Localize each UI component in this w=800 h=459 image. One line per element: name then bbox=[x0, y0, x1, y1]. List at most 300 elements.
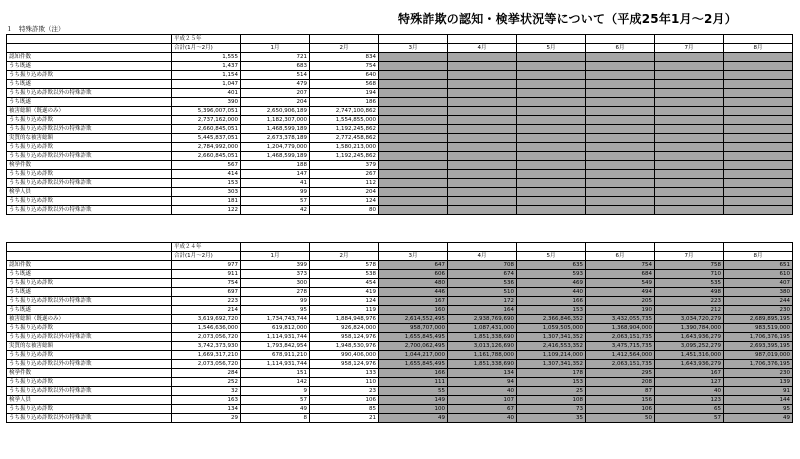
month-cell: 188 bbox=[241, 161, 310, 170]
month-cell: 651 bbox=[724, 261, 793, 270]
total-cell: 153 bbox=[172, 179, 241, 188]
month-cell bbox=[517, 62, 586, 71]
month-cell bbox=[655, 125, 724, 134]
month-cell: 3,475,715,735 bbox=[586, 342, 655, 351]
page-title: 特殊詐欺の認知・検挙状況等について（平成25年1月～2月） bbox=[398, 12, 737, 26]
month-cell: 85 bbox=[310, 405, 379, 414]
month-cell bbox=[724, 80, 793, 89]
month-cell: 983,519,000 bbox=[724, 324, 793, 333]
month-header: 6月 bbox=[586, 252, 655, 261]
month-cell: 9 bbox=[241, 387, 310, 396]
table-row bbox=[7, 161, 793, 170]
total-header: 合計(1月～2月) bbox=[172, 252, 241, 261]
month-cell: 8 bbox=[241, 414, 310, 423]
month-cell: 1,114,931,744 bbox=[241, 333, 310, 342]
month-cell: 1,192,245,862 bbox=[310, 125, 379, 134]
row-label bbox=[7, 206, 172, 215]
row-label-text: 被害総額（既遂のみ） bbox=[9, 316, 65, 322]
month-cell: 35 bbox=[517, 414, 586, 423]
month-cell: 172 bbox=[448, 297, 517, 306]
total-cell: 5,396,007,051 bbox=[172, 107, 241, 116]
month-cell: 49 bbox=[724, 414, 793, 423]
row-label-text: うち振り込め詐欺 bbox=[9, 72, 54, 78]
month-cell: 194 bbox=[310, 89, 379, 98]
month-cell bbox=[655, 53, 724, 62]
month-cell: 619,812,000 bbox=[241, 324, 310, 333]
row-label bbox=[7, 143, 172, 152]
row-label bbox=[7, 297, 172, 306]
total-cell: 163 bbox=[172, 396, 241, 405]
month-cell bbox=[724, 197, 793, 206]
month-cell: 610 bbox=[724, 270, 793, 279]
month-cell bbox=[517, 98, 586, 107]
month-cell: 1,655,845,495 bbox=[379, 333, 448, 342]
row-label bbox=[7, 315, 172, 324]
row-label-text: うち振り込め詐欺以外の特殊詐欺 bbox=[9, 180, 92, 186]
total-cell: 2,737,162,000 bbox=[172, 116, 241, 125]
row-label-text: 被害総額（既遂のみ） bbox=[9, 108, 65, 114]
month-cell bbox=[448, 143, 517, 152]
month-cell: 208 bbox=[586, 378, 655, 387]
table-row bbox=[7, 89, 793, 98]
month-cell: 127 bbox=[655, 378, 724, 387]
month-cell: 754 bbox=[586, 261, 655, 270]
month-cell bbox=[448, 161, 517, 170]
header-row-year bbox=[7, 35, 793, 44]
month-header: 8月 bbox=[724, 252, 793, 261]
month-cell bbox=[448, 125, 517, 134]
total-cell: 697 bbox=[172, 288, 241, 297]
month-cell: 721 bbox=[241, 53, 310, 62]
month-cell: 73 bbox=[517, 405, 586, 414]
row-label bbox=[7, 333, 172, 342]
month-cell bbox=[655, 116, 724, 125]
month-cell: 133 bbox=[310, 369, 379, 378]
month-cell: 42 bbox=[241, 206, 310, 215]
month-cell: 110 bbox=[310, 378, 379, 387]
month-cell: 958,124,976 bbox=[310, 360, 379, 369]
month-header: 7月 bbox=[655, 44, 724, 53]
month-cell: 50 bbox=[586, 414, 655, 423]
month-cell: 593 bbox=[517, 270, 586, 279]
month-cell bbox=[655, 161, 724, 170]
total-cell: 1,437 bbox=[172, 62, 241, 71]
month-cell: 2,700,062,495 bbox=[379, 342, 448, 351]
month-cell: 549 bbox=[586, 279, 655, 288]
row-label bbox=[7, 134, 172, 143]
month-cell bbox=[724, 179, 793, 188]
row-label-text: うち振り込め詐欺 bbox=[9, 352, 54, 358]
table-row bbox=[7, 297, 793, 306]
month-cell: 1,554,855,000 bbox=[310, 116, 379, 125]
month-cell: 3,432,055,735 bbox=[586, 315, 655, 324]
header-row-year bbox=[7, 243, 793, 252]
total-cell: 29 bbox=[172, 414, 241, 423]
month-cell bbox=[724, 107, 793, 116]
table-row bbox=[7, 134, 793, 143]
month-cell bbox=[379, 197, 448, 206]
month-cell bbox=[655, 62, 724, 71]
row-label-text: うち既遂 bbox=[9, 289, 32, 295]
month-cell: 2,614,552,495 bbox=[379, 315, 448, 324]
row-label bbox=[7, 71, 172, 80]
month-cell bbox=[724, 152, 793, 161]
month-header: 2月 bbox=[310, 44, 379, 53]
month-cell: 2,938,769,690 bbox=[448, 315, 517, 324]
month-cell: 535 bbox=[655, 279, 724, 288]
month-cell: 987,019,000 bbox=[724, 351, 793, 360]
month-cell: 958,707,000 bbox=[379, 324, 448, 333]
month-cell bbox=[586, 98, 655, 107]
total-cell: 2,660,845,051 bbox=[172, 125, 241, 134]
month-cell: 123 bbox=[655, 396, 724, 405]
month-cell bbox=[379, 143, 448, 152]
month-cell: 2,772,458,862 bbox=[310, 134, 379, 143]
month-cell: 151 bbox=[241, 369, 310, 378]
month-header: 7月 bbox=[655, 252, 724, 261]
month-cell bbox=[448, 188, 517, 197]
month-cell: 2,650,906,189 bbox=[241, 107, 310, 116]
month-cell: 134 bbox=[448, 369, 517, 378]
row-label bbox=[7, 261, 172, 270]
row-label bbox=[7, 98, 172, 107]
row-label bbox=[7, 152, 172, 161]
month-cell bbox=[379, 161, 448, 170]
month-cell bbox=[517, 170, 586, 179]
table-row bbox=[7, 179, 793, 188]
month-cell bbox=[448, 170, 517, 179]
month-cell: 212 bbox=[655, 306, 724, 315]
row-label bbox=[7, 179, 172, 188]
month-cell bbox=[517, 179, 586, 188]
total-cell: 754 bbox=[172, 279, 241, 288]
row-label bbox=[7, 306, 172, 315]
table-row bbox=[7, 360, 793, 369]
row-label-text: 検挙件数 bbox=[9, 370, 32, 376]
month-cell: 95 bbox=[724, 405, 793, 414]
month-cell bbox=[655, 134, 724, 143]
month-cell bbox=[517, 53, 586, 62]
total-cell: 401 bbox=[172, 89, 241, 98]
month-cell: 1,948,530,976 bbox=[310, 342, 379, 351]
month-header: 3月 bbox=[379, 252, 448, 261]
row-label bbox=[7, 270, 172, 279]
month-cell: 207 bbox=[241, 89, 310, 98]
month-cell: 538 bbox=[310, 270, 379, 279]
month-cell: 3,095,252,279 bbox=[655, 342, 724, 351]
total-cell: 911 bbox=[172, 270, 241, 279]
month-cell: 1,643,936,279 bbox=[655, 333, 724, 342]
row-label-text: 認知件数 bbox=[9, 54, 32, 60]
stats-table-h25 bbox=[6, 34, 793, 215]
month-cell bbox=[724, 98, 793, 107]
month-cell bbox=[655, 71, 724, 80]
month-cell: 758 bbox=[655, 261, 724, 270]
month-cell bbox=[448, 179, 517, 188]
month-cell: 153 bbox=[517, 378, 586, 387]
row-label bbox=[7, 62, 172, 71]
month-cell: 2,747,100,862 bbox=[310, 107, 379, 116]
month-cell bbox=[517, 161, 586, 170]
month-header: 5月 bbox=[517, 252, 586, 261]
month-cell: 3,034,720,279 bbox=[655, 315, 724, 324]
month-cell: 153 bbox=[517, 306, 586, 315]
table-row bbox=[7, 342, 793, 351]
row-label-text: うち振り込め詐欺以外の特殊詐欺 bbox=[9, 207, 92, 213]
total-cell: 414 bbox=[172, 170, 241, 179]
table-row bbox=[7, 288, 793, 297]
month-cell: 834 bbox=[310, 53, 379, 62]
month-cell: 106 bbox=[310, 396, 379, 405]
month-cell: 40 bbox=[448, 414, 517, 423]
month-cell: 684 bbox=[586, 270, 655, 279]
table-row bbox=[7, 143, 793, 152]
month-cell bbox=[586, 179, 655, 188]
month-cell bbox=[517, 116, 586, 125]
month-cell: 223 bbox=[655, 297, 724, 306]
month-cell bbox=[379, 134, 448, 143]
month-cell bbox=[448, 98, 517, 107]
total-cell: 214 bbox=[172, 306, 241, 315]
month-cell: 166 bbox=[517, 297, 586, 306]
month-cell: 244 bbox=[724, 297, 793, 306]
month-cell bbox=[379, 80, 448, 89]
month-cell bbox=[586, 62, 655, 71]
month-header: 4月 bbox=[448, 44, 517, 53]
month-cell: 124 bbox=[310, 297, 379, 306]
month-cell bbox=[517, 89, 586, 98]
month-header: 1月 bbox=[241, 252, 310, 261]
month-cell bbox=[448, 197, 517, 206]
month-cell: 674 bbox=[448, 270, 517, 279]
month-cell: 494 bbox=[586, 288, 655, 297]
month-cell: 640 bbox=[310, 71, 379, 80]
month-cell: 514 bbox=[241, 71, 310, 80]
month-cell bbox=[586, 134, 655, 143]
month-cell: 1,851,338,690 bbox=[448, 360, 517, 369]
total-cell: 2,784,992,000 bbox=[172, 143, 241, 152]
month-cell: 407 bbox=[724, 279, 793, 288]
month-cell bbox=[448, 62, 517, 71]
table-row bbox=[7, 306, 793, 315]
month-cell: 94 bbox=[448, 378, 517, 387]
total-header: 合計(1月～2月) bbox=[172, 44, 241, 53]
month-cell: 1,706,376,195 bbox=[724, 360, 793, 369]
month-cell: 167 bbox=[379, 297, 448, 306]
month-cell: 498 bbox=[655, 288, 724, 297]
month-cell bbox=[724, 89, 793, 98]
month-cell: 99 bbox=[241, 188, 310, 197]
total-cell: 134 bbox=[172, 405, 241, 414]
total-cell: 223 bbox=[172, 297, 241, 306]
row-label-text: 実質的な被害総額 bbox=[9, 343, 54, 349]
total-cell: 181 bbox=[172, 197, 241, 206]
month-cell: 41 bbox=[241, 179, 310, 188]
table-row bbox=[7, 279, 793, 288]
month-cell: 295 bbox=[586, 369, 655, 378]
row-label-text: うち振り込め詐欺 bbox=[9, 280, 54, 286]
month-cell: 1,851,338,690 bbox=[448, 333, 517, 342]
row-label-text: うち既遂 bbox=[9, 63, 32, 69]
month-cell: 708 bbox=[448, 261, 517, 270]
row-label bbox=[7, 188, 172, 197]
month-cell bbox=[586, 170, 655, 179]
month-cell bbox=[379, 188, 448, 197]
total-cell: 2,073,056,720 bbox=[172, 333, 241, 342]
month-header: 5月 bbox=[517, 44, 586, 53]
month-cell bbox=[586, 188, 655, 197]
month-cell bbox=[448, 53, 517, 62]
row-label bbox=[7, 405, 172, 414]
table-row bbox=[7, 378, 793, 387]
month-cell bbox=[655, 143, 724, 152]
month-cell: 160 bbox=[379, 306, 448, 315]
month-cell: 510 bbox=[448, 288, 517, 297]
month-cell: 2,063,151,735 bbox=[586, 333, 655, 342]
month-cell bbox=[724, 188, 793, 197]
row-label bbox=[7, 351, 172, 360]
month-header: 8月 bbox=[724, 44, 793, 53]
month-cell: 683 bbox=[241, 62, 310, 71]
table-row bbox=[7, 369, 793, 378]
month-cell bbox=[517, 206, 586, 215]
month-cell: 25 bbox=[517, 387, 586, 396]
table-row bbox=[7, 53, 793, 62]
month-cell bbox=[724, 71, 793, 80]
row-label-text: うち振り込め詐欺 bbox=[9, 171, 54, 177]
table-row bbox=[7, 80, 793, 89]
month-cell bbox=[517, 197, 586, 206]
row-label-text: うち振り込め詐欺 bbox=[9, 379, 54, 385]
row-label bbox=[7, 197, 172, 206]
month-header: 6月 bbox=[586, 44, 655, 53]
month-cell bbox=[448, 71, 517, 80]
month-cell bbox=[586, 197, 655, 206]
month-cell bbox=[586, 89, 655, 98]
month-cell: 635 bbox=[517, 261, 586, 270]
row-label-text: 実質的な被害総額 bbox=[9, 135, 54, 141]
row-label-text: うち振り込め詐欺 bbox=[9, 144, 54, 150]
month-cell bbox=[586, 107, 655, 116]
month-cell: 1,059,505,000 bbox=[517, 324, 586, 333]
month-cell: 2,366,846,352 bbox=[517, 315, 586, 324]
month-cell: 40 bbox=[655, 387, 724, 396]
month-cell: 91 bbox=[724, 387, 793, 396]
table-row bbox=[7, 396, 793, 405]
row-label bbox=[7, 360, 172, 369]
month-cell: 1,793,842,954 bbox=[241, 342, 310, 351]
table-row bbox=[7, 116, 793, 125]
month-header: 2月 bbox=[310, 252, 379, 261]
row-label-text: うち振り込め詐欺以外の特殊詐欺 bbox=[9, 334, 92, 340]
month-cell: 205 bbox=[586, 297, 655, 306]
month-cell: 1,044,217,000 bbox=[379, 351, 448, 360]
month-cell bbox=[448, 116, 517, 125]
month-cell: 112 bbox=[310, 179, 379, 188]
row-label bbox=[7, 161, 172, 170]
month-cell bbox=[655, 188, 724, 197]
row-label bbox=[7, 107, 172, 116]
month-cell bbox=[379, 125, 448, 134]
month-cell: 100 bbox=[379, 405, 448, 414]
month-cell: 57 bbox=[655, 414, 724, 423]
total-cell: 1,546,636,000 bbox=[172, 324, 241, 333]
month-cell: 606 bbox=[379, 270, 448, 279]
month-cell: 111 bbox=[379, 378, 448, 387]
month-cell bbox=[379, 62, 448, 71]
month-cell: 380 bbox=[724, 288, 793, 297]
year-label: 平成２４年 bbox=[172, 243, 241, 252]
month-cell: 67 bbox=[448, 405, 517, 414]
month-cell: 568 bbox=[310, 80, 379, 89]
total-cell: 252 bbox=[172, 378, 241, 387]
month-cell bbox=[586, 116, 655, 125]
month-cell: 1,161,788,000 bbox=[448, 351, 517, 360]
table-row bbox=[7, 125, 793, 134]
month-cell: 2,416,553,352 bbox=[517, 342, 586, 351]
month-cell: 164 bbox=[448, 306, 517, 315]
month-cell bbox=[724, 170, 793, 179]
month-header: 1月 bbox=[241, 44, 310, 53]
row-label bbox=[7, 170, 172, 179]
month-cell bbox=[655, 206, 724, 215]
month-cell: 23 bbox=[310, 387, 379, 396]
total-cell: 1,669,317,210 bbox=[172, 351, 241, 360]
month-cell: 1,884,948,976 bbox=[310, 315, 379, 324]
month-cell: 440 bbox=[517, 288, 586, 297]
month-cell bbox=[448, 206, 517, 215]
total-cell: 284 bbox=[172, 369, 241, 378]
table-row bbox=[7, 351, 793, 360]
row-label-text: うち振り込め詐欺以外の特殊詐欺 bbox=[9, 388, 92, 394]
month-cell: 926,824,000 bbox=[310, 324, 379, 333]
month-cell: 536 bbox=[448, 279, 517, 288]
month-cell: 1,643,936,279 bbox=[655, 360, 724, 369]
month-cell: 267 bbox=[310, 170, 379, 179]
total-cell: 3,619,692,720 bbox=[172, 315, 241, 324]
month-cell bbox=[517, 71, 586, 80]
month-cell: 204 bbox=[310, 188, 379, 197]
total-cell: 567 bbox=[172, 161, 241, 170]
row-label-text: うち振り込め詐欺 bbox=[9, 198, 54, 204]
table-row bbox=[7, 414, 793, 423]
table-row bbox=[7, 188, 793, 197]
month-cell: 87 bbox=[586, 387, 655, 396]
month-cell bbox=[517, 134, 586, 143]
month-cell bbox=[448, 107, 517, 116]
total-cell: 977 bbox=[172, 261, 241, 270]
total-cell: 2,073,056,720 bbox=[172, 360, 241, 369]
month-cell: 2,693,395,195 bbox=[724, 342, 793, 351]
month-cell bbox=[586, 125, 655, 134]
total-cell: 1,154 bbox=[172, 71, 241, 80]
month-cell bbox=[586, 152, 655, 161]
month-cell: 469 bbox=[517, 279, 586, 288]
month-cell bbox=[586, 206, 655, 215]
total-cell: 3,742,373,930 bbox=[172, 342, 241, 351]
month-cell bbox=[655, 152, 724, 161]
month-cell: 1,087,431,000 bbox=[448, 324, 517, 333]
month-cell: 106 bbox=[586, 405, 655, 414]
month-cell: 65 bbox=[655, 405, 724, 414]
month-cell: 167 bbox=[655, 369, 724, 378]
month-cell bbox=[655, 89, 724, 98]
month-cell: 1,182,307,000 bbox=[241, 116, 310, 125]
total-cell: 1,047 bbox=[172, 80, 241, 89]
month-cell: 1,109,214,000 bbox=[517, 351, 586, 360]
month-cell: 166 bbox=[379, 369, 448, 378]
month-cell bbox=[517, 125, 586, 134]
